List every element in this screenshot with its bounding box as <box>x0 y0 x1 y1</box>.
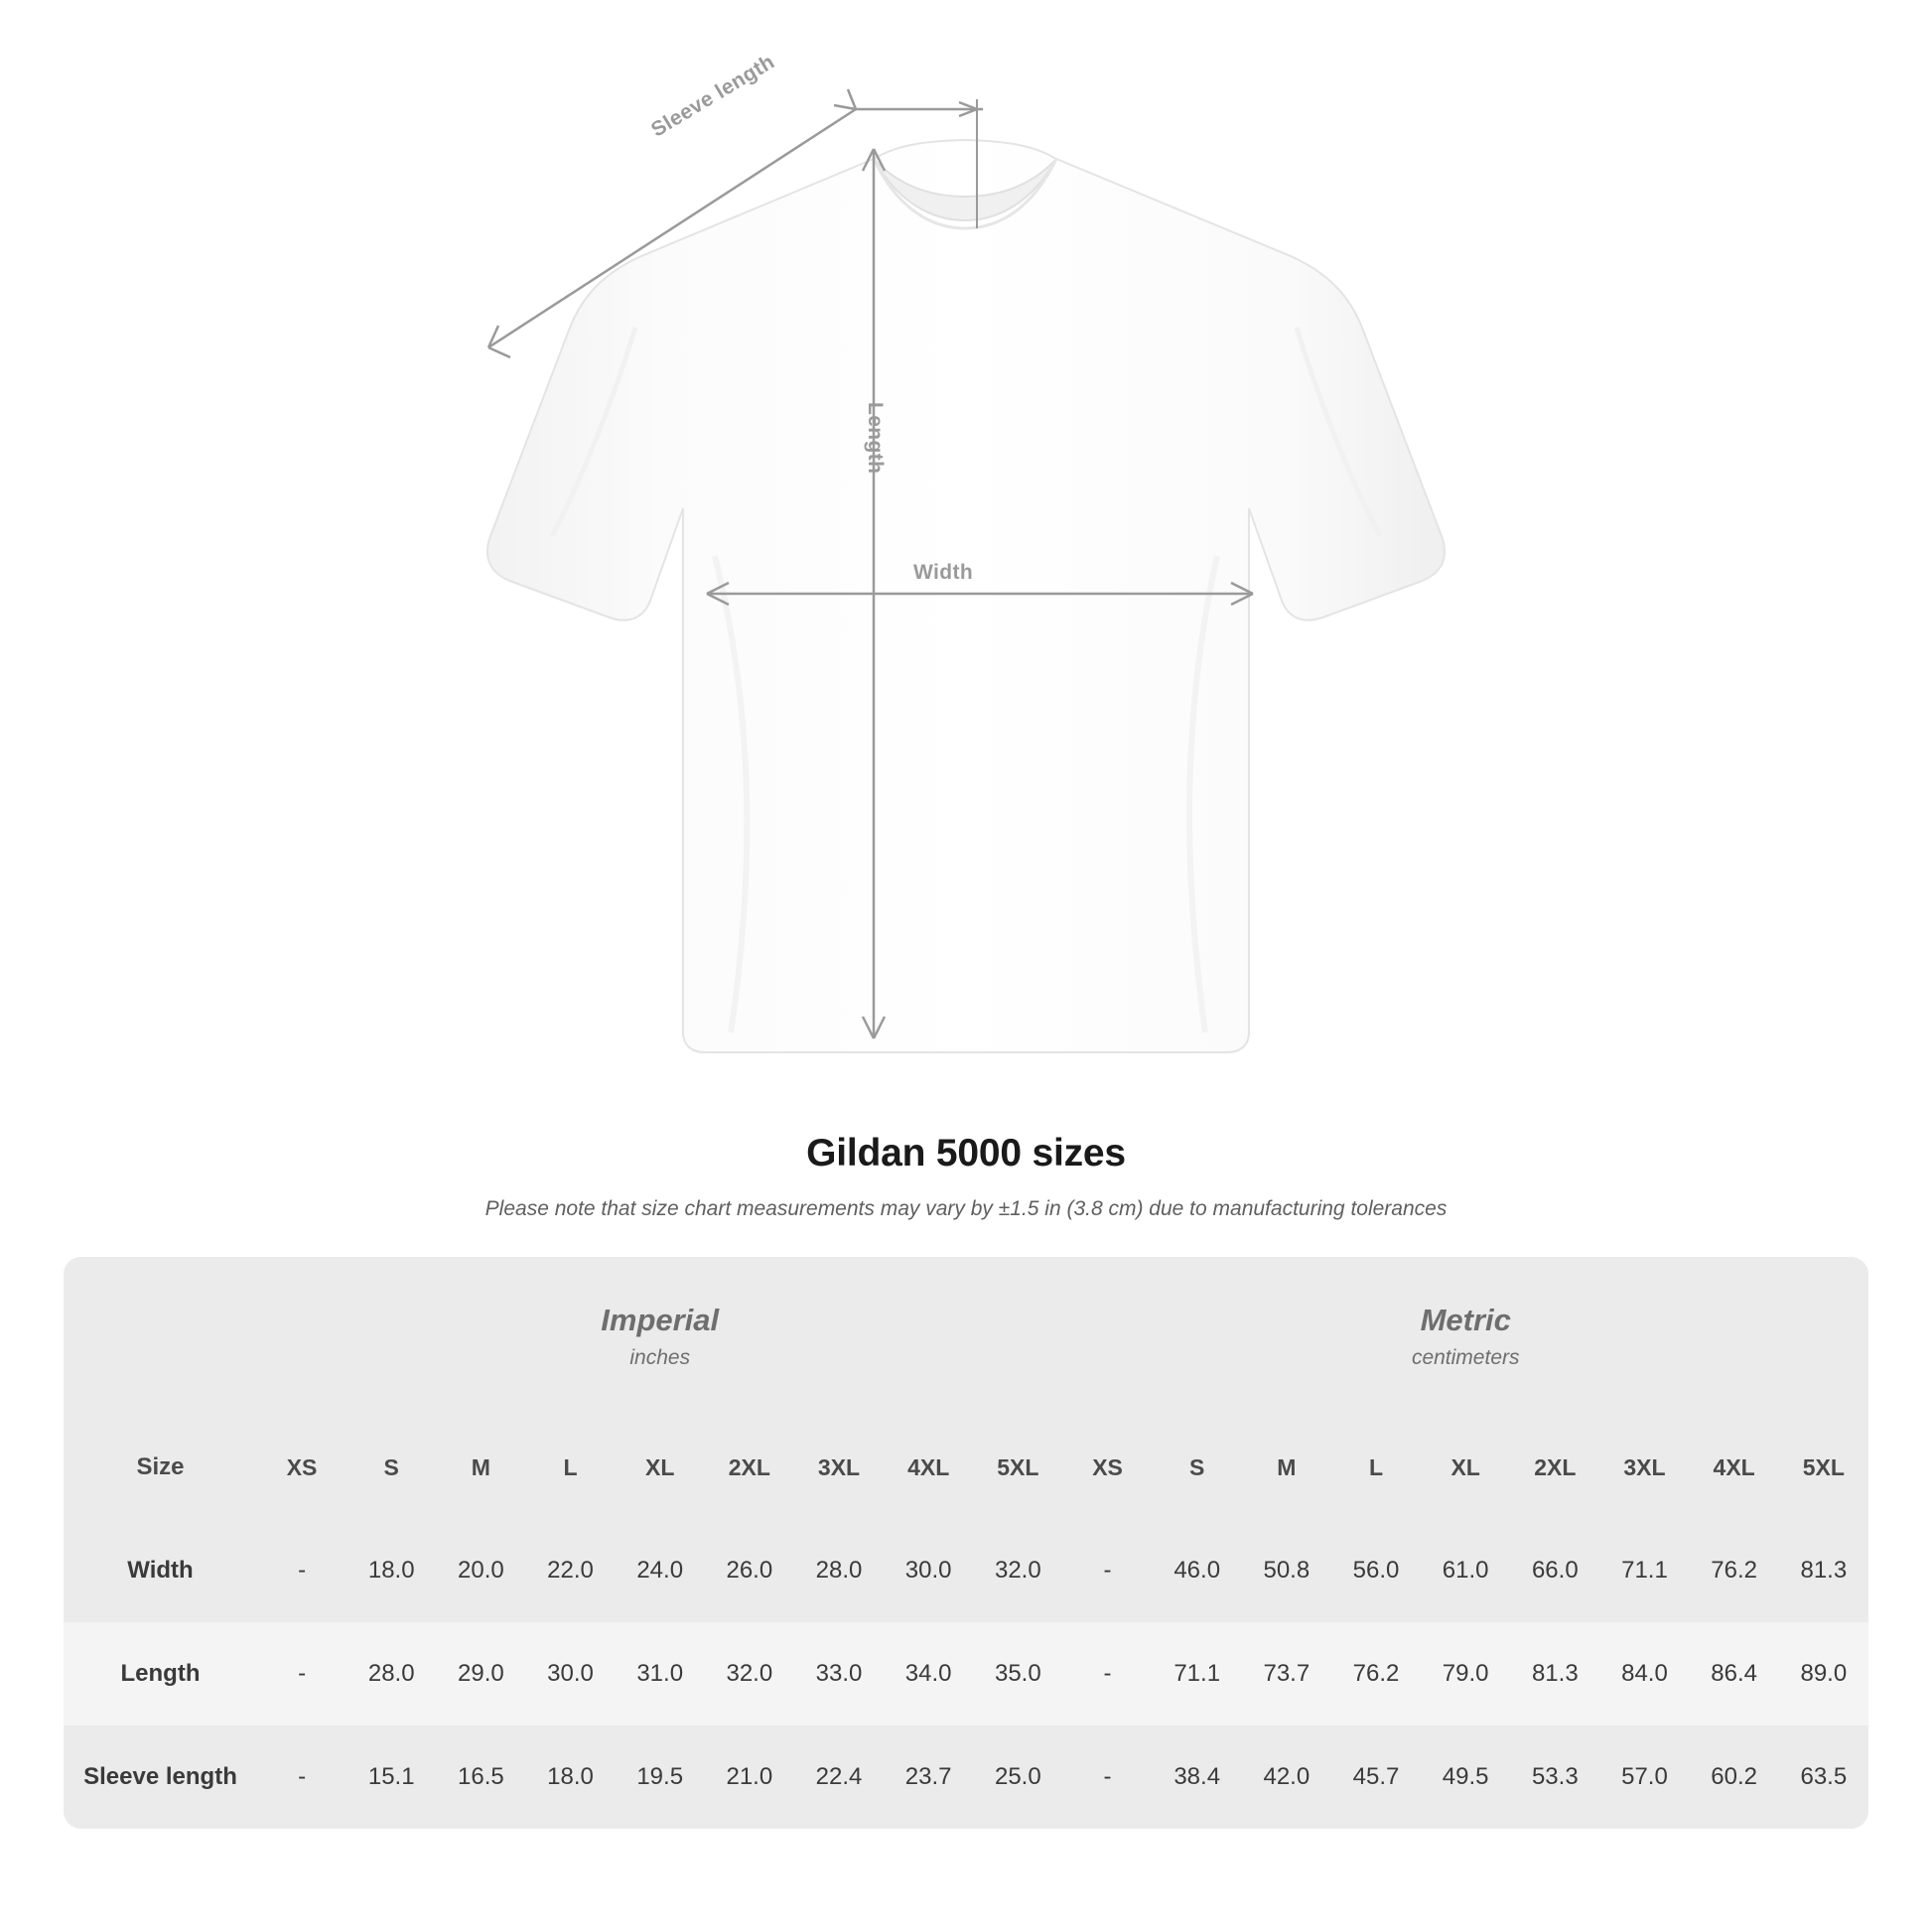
cell-width-imperial-xs: - <box>298 1557 307 1584</box>
cell-width-metric-3xl: 71.1 <box>1621 1557 1668 1584</box>
cell-width-imperial-4xl: 30.0 <box>904 1557 952 1584</box>
size-header-metric-s: S <box>1189 1453 1205 1480</box>
cell-sleeve-imperial-5xl: 25.0 <box>994 1763 1041 1790</box>
length-label: Length <box>864 402 887 475</box>
cell-sleeve-imperial-xl: 19.5 <box>636 1763 684 1790</box>
size-header-cell: Size <box>136 1453 185 1480</box>
unit-group-imperial <box>257 1257 1062 1416</box>
metric-sublabel: centimeters <box>1411 1346 1520 1369</box>
cell-sleeve-imperial-xs: - <box>298 1763 307 1790</box>
cell-sleeve-metric-5xl: 63.5 <box>1800 1763 1848 1790</box>
size-table-container <box>64 1257 1868 1829</box>
table-row <box>64 1725 1868 1829</box>
cell-sleeve-imperial-l: 18.0 <box>547 1763 594 1790</box>
cell-length-metric-5xl: 89.0 <box>1800 1660 1848 1687</box>
cell-width-metric-s: 46.0 <box>1173 1557 1221 1584</box>
size-header-imperial-5xl: 5XL <box>997 1453 1039 1480</box>
cell-length-metric-2xl: 81.3 <box>1531 1660 1579 1687</box>
cell-length-imperial-s: 28.0 <box>367 1660 415 1687</box>
metric-label: Metric <box>1420 1303 1511 1337</box>
size-table <box>64 1257 1868 1829</box>
tolerance-note: Please note that size chart measurements may vary by ±1.5 in (3.8 cm) due to manufacturing tolerances <box>484 1197 1448 1220</box>
cell-length-metric-3xl: 84.0 <box>1621 1660 1668 1687</box>
size-header-imperial-l: L <box>563 1453 578 1480</box>
cell-sleeve-imperial-s: 15.1 <box>367 1763 415 1790</box>
cell-length-metric-xs: - <box>1103 1660 1112 1687</box>
table-row <box>64 1519 1868 1622</box>
page-title: Gildan 5000 sizes <box>806 1132 1126 1174</box>
row-label-width: Width <box>127 1557 194 1584</box>
cell-width-imperial-2xl: 26.0 <box>726 1557 773 1584</box>
cell-width-metric-xl: 61.0 <box>1442 1557 1489 1584</box>
size-header-row <box>64 1416 1868 1519</box>
cell-length-imperial-xl: 31.0 <box>636 1660 684 1687</box>
cell-sleeve-metric-xl: 49.5 <box>1442 1763 1489 1790</box>
cell-sleeve-imperial-m: 16.5 <box>458 1763 504 1790</box>
imperial-label: Imperial <box>601 1303 720 1337</box>
cell-length-metric-m: 73.7 <box>1263 1660 1311 1687</box>
cell-sleeve-metric-3xl: 57.0 <box>1621 1763 1668 1790</box>
size-header-metric-3xl: 3XL <box>1623 1453 1666 1480</box>
cell-length-imperial-4xl: 34.0 <box>904 1660 952 1687</box>
size-header-metric-5xl: 5XL <box>1802 1453 1845 1480</box>
cell-width-metric-l: 56.0 <box>1352 1557 1400 1584</box>
unit-header-spacer <box>64 1257 257 1416</box>
cell-sleeve-metric-l: 45.7 <box>1352 1763 1400 1790</box>
unit-header-row <box>64 1257 1868 1416</box>
cell-width-imperial-3xl: 28.0 <box>815 1557 863 1584</box>
cell-sleeve-metric-2xl: 53.3 <box>1531 1763 1579 1790</box>
cell-width-imperial-l: 22.0 <box>547 1557 594 1584</box>
row-label-sleeve-length: Sleeve length <box>83 1763 237 1790</box>
cell-width-imperial-5xl: 32.0 <box>994 1557 1041 1584</box>
cell-length-imperial-2xl: 32.0 <box>726 1660 773 1687</box>
cell-width-metric-xs: - <box>1103 1557 1112 1584</box>
cell-sleeve-imperial-3xl: 22.4 <box>815 1763 863 1790</box>
cell-length-metric-4xl: 86.4 <box>1711 1660 1757 1687</box>
size-header-metric-2xl: 2XL <box>1534 1453 1577 1480</box>
cell-length-imperial-xs: - <box>298 1660 307 1687</box>
cell-length-imperial-3xl: 33.0 <box>815 1660 863 1687</box>
cell-width-metric-2xl: 66.0 <box>1531 1557 1579 1584</box>
cell-sleeve-imperial-2xl: 21.0 <box>726 1763 773 1790</box>
table-row <box>64 1622 1868 1725</box>
title-block <box>0 1132 1932 1221</box>
size-header-imperial-3xl: 3XL <box>817 1453 861 1480</box>
row-label-length: Length <box>120 1660 201 1687</box>
cell-width-imperial-xl: 24.0 <box>636 1557 684 1584</box>
size-header-metric-m: M <box>1277 1453 1297 1480</box>
size-header-metric-xs: XS <box>1092 1453 1123 1480</box>
cell-sleeve-metric-s: 38.4 <box>1173 1763 1221 1790</box>
size-header-metric-4xl: 4XL <box>1713 1453 1755 1480</box>
cell-sleeve-imperial-4xl: 23.7 <box>904 1763 952 1790</box>
cell-length-imperial-l: 30.0 <box>547 1660 594 1687</box>
sleeve-length-label: Sleeve length <box>647 50 779 142</box>
cell-sleeve-metric-m: 42.0 <box>1263 1763 1311 1790</box>
cell-width-imperial-s: 18.0 <box>367 1557 415 1584</box>
size-header-imperial-2xl: 2XL <box>728 1453 770 1480</box>
size-header-imperial-xl: XL <box>644 1453 675 1480</box>
width-label: Width <box>913 561 974 584</box>
size-header-imperial-m: M <box>471 1453 490 1480</box>
size-header-metric-xl: XL <box>1450 1453 1480 1480</box>
cell-sleeve-metric-4xl: 60.2 <box>1711 1763 1757 1790</box>
cell-length-imperial-m: 29.0 <box>458 1660 504 1687</box>
cell-width-metric-5xl: 81.3 <box>1800 1557 1848 1584</box>
cell-width-metric-4xl: 76.2 <box>1711 1557 1757 1584</box>
size-header-imperial-4xl: 4XL <box>907 1453 950 1480</box>
cell-width-metric-m: 50.8 <box>1263 1557 1311 1584</box>
size-header-imperial-s: S <box>383 1453 399 1480</box>
cell-length-imperial-5xl: 35.0 <box>994 1660 1041 1687</box>
size-header-imperial-xs: XS <box>286 1453 318 1480</box>
unit-group-metric <box>1062 1257 1868 1416</box>
cell-width-imperial-m: 20.0 <box>458 1557 504 1584</box>
size-header-metric-l: L <box>1368 1453 1384 1480</box>
cell-length-metric-s: 71.1 <box>1173 1660 1221 1687</box>
cell-length-metric-xl: 79.0 <box>1442 1660 1489 1687</box>
imperial-sublabel: inches <box>629 1346 691 1369</box>
cell-length-metric-l: 76.2 <box>1352 1660 1400 1687</box>
cell-sleeve-metric-xs: - <box>1103 1763 1112 1790</box>
